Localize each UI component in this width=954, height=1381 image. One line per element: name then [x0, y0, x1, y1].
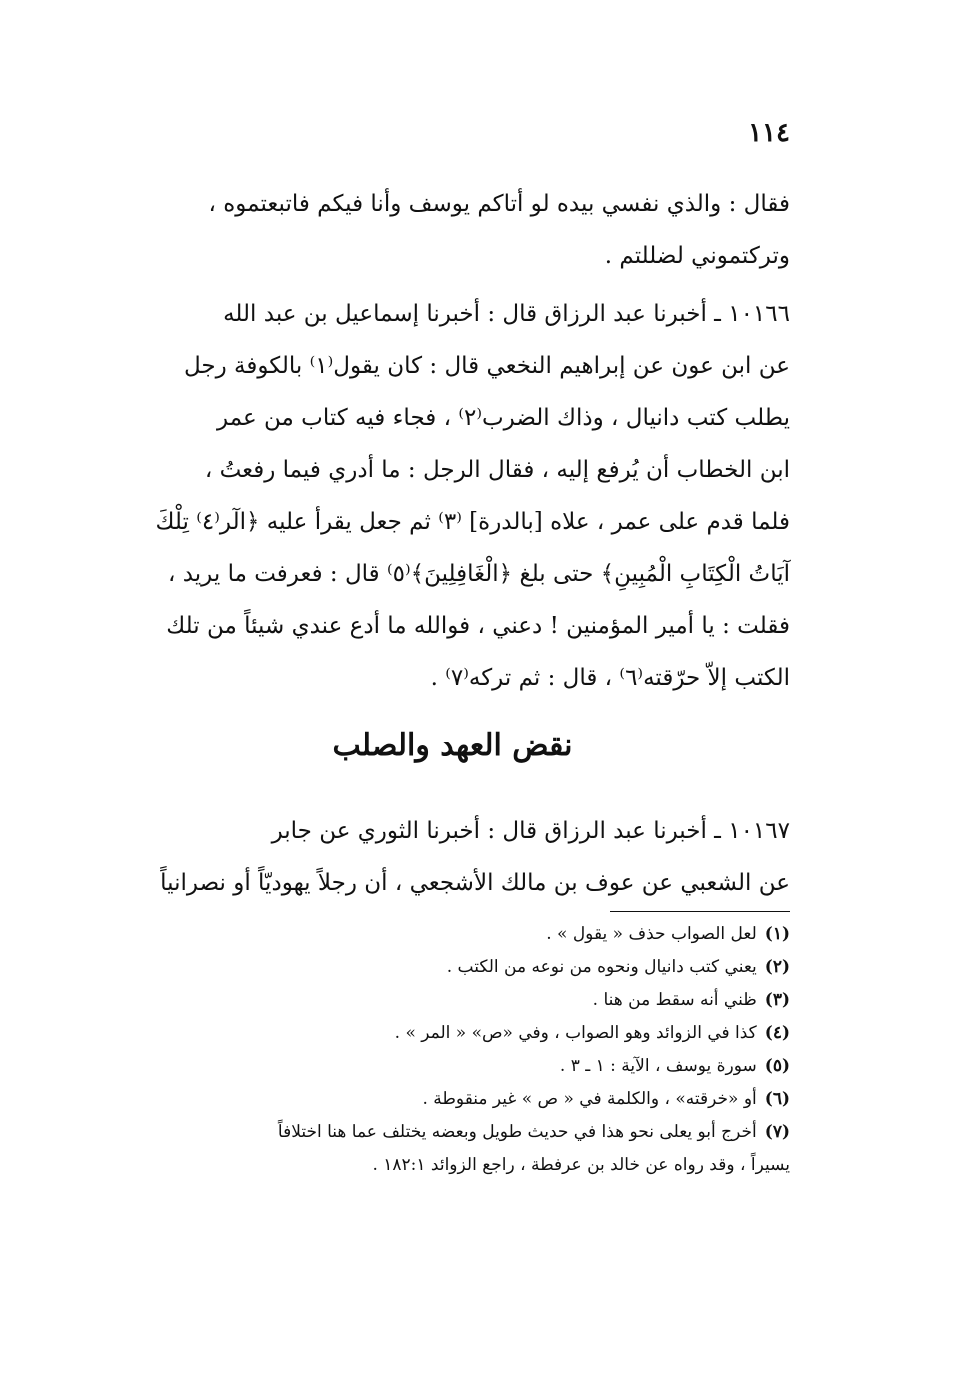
text-block-hadith-10167: [115, 805, 790, 909]
footnotes: [115, 918, 790, 1182]
footnote-text: ظني أنه سقط من هنا .: [592, 990, 757, 1010]
text-line: الكتب إلاّ حرّقته⁽٦⁾ ، قال : ثم تركه⁽٧⁾ .: [430, 665, 790, 691]
footnote-4: [115, 1017, 790, 1050]
footnote-2: [115, 951, 790, 984]
text-line: ١٠١٦٧ ـ أخبرنا عبد الرزاق قال : أخبرنا الثوري عن جابر: [271, 818, 790, 844]
footnote-text: أخرج أبو يعلى نحو هذا في حديث طويل وبعضه يختلف عما هنا اختلافاً: [277, 1122, 757, 1142]
footnote-7: [115, 1116, 790, 1149]
footnote-1: [115, 918, 790, 951]
footnote-text: أو «خرقته» ، والكلمة في « ص » غير منقوطة .: [422, 1089, 757, 1109]
text-line: وتركتموني لضللتم .: [604, 243, 790, 269]
text-line: ابن الخطاب أن يُرفع إليه ، فقال الرجل : ما أدري فيما رفعتُ ،: [204, 457, 790, 483]
footnote-6: [115, 1083, 790, 1116]
page-number: ١١٤: [748, 118, 790, 148]
footnote-7-continuation: يسيراً ، وقد رواه عن خالد بن عرفطة ، راجع الزوائد ١٨٢:١ .: [372, 1155, 790, 1175]
footnote-mark: (٣): [764, 990, 790, 1010]
text-block-hadith-10166: [115, 288, 790, 704]
text-line: فلما قدم على عمر ، علاه [بالدرة] ⁽٣⁾ ثم جعل يقرأ عليه ﴿الٓر⁽٤⁾ تِلْكَ: [155, 509, 790, 535]
text-line: ١٠١٦٦ ـ أخبرنا عبد الرزاق قال : أخبرنا إسماعيل بن عبد الله: [223, 301, 790, 327]
footnote-mark: (٤): [764, 1023, 790, 1043]
footnote-5: [115, 1050, 790, 1083]
footnote-mark: (٦): [764, 1089, 790, 1109]
footnote-text: كذا في الزوائد وهو الصواب ، وفي «ص» « المر » .: [394, 1023, 757, 1043]
footnote-divider: [610, 911, 790, 912]
footnote-mark: (٧): [764, 1122, 790, 1142]
text-line: عن الشعبي عن عوف بن مالك الأشجعي ، أن رجلاً يهوديّاً أو نصرانياً: [160, 870, 790, 896]
footnote-text: يعني كتب دانيال ونحوه من نوعه من الكتب .: [446, 957, 757, 977]
text-line: فقال : والذي نفسي بيده لو أتاكم يوسف وأنا فيكم فاتبعتموه ،: [208, 191, 790, 217]
text-line: عن ابن عون عن إبراهيم النخعي قال : كان يقول⁽١⁾ بالكوفة رجل: [183, 353, 790, 379]
footnote-mark: (٥): [764, 1056, 790, 1076]
footnote-mark: (١): [764, 924, 790, 944]
text-block-hadith-end: [115, 178, 790, 282]
footnote-mark: (٢): [764, 957, 790, 977]
section-heading: نقض العهد والصلب: [332, 728, 573, 763]
footnote-3: [115, 984, 790, 1017]
text-line: يطلب كتب دانيال ، وذاك الضرب⁽٢⁾ ، فجاء فيه كتاب من عمر: [217, 405, 790, 431]
text-line: فقلت : يا أمير المؤمنين ! دعني ، فوالله ما أدع عندي شيئاً من تلك: [166, 613, 790, 639]
footnote-text: لعل الصواب حذف « يقول » .: [546, 924, 757, 944]
footnote-text: سورة يوسف ، الآية : ١ ـ ٣ .: [559, 1056, 757, 1076]
text-line: آيَاتُ الْكِتَابِ الْمُبِينِ﴾ حتى بلغ ﴿الْغَافِلِينَ﴾⁽٥⁾ قال : فعرفت ما يريد ،: [167, 561, 790, 587]
